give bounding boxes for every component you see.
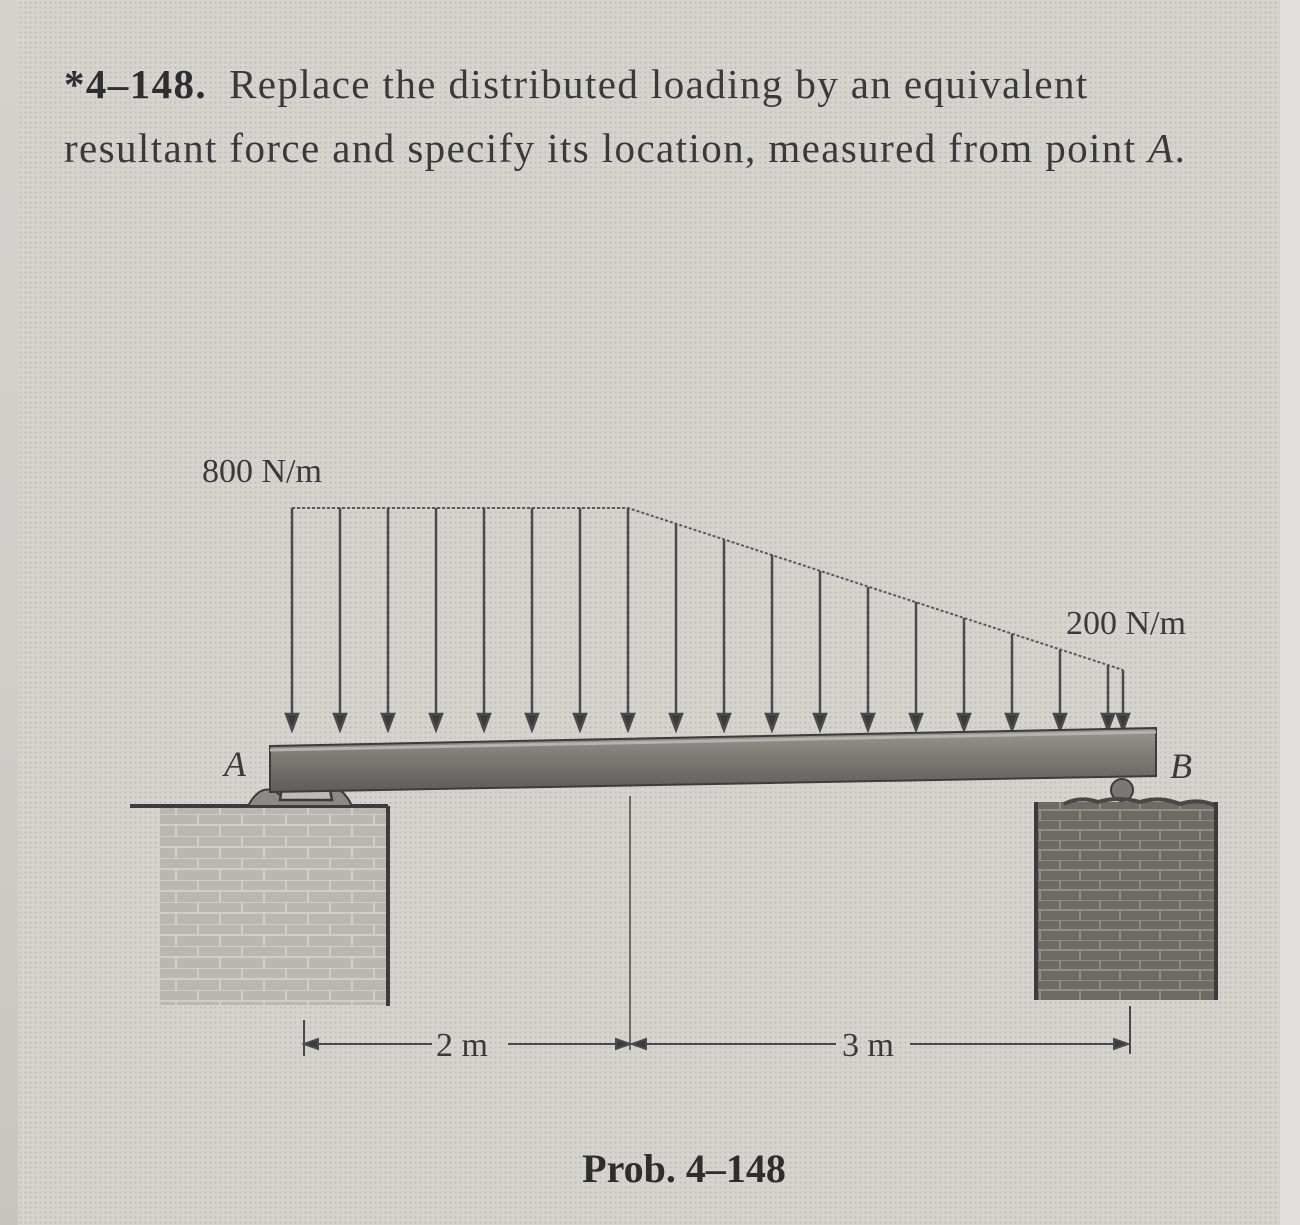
beam <box>270 728 1156 792</box>
load-arrow <box>670 524 682 730</box>
load-arrow <box>862 587 874 730</box>
load-arrow <box>910 602 922 730</box>
point-b-label: B <box>1170 746 1192 786</box>
load-arrow <box>958 618 970 730</box>
left-support-wall <box>130 805 388 1006</box>
load-arrow <box>430 508 442 730</box>
load-arrow <box>1117 670 1129 730</box>
load-arrow <box>334 508 346 730</box>
dimension-label-2m: 2 m <box>436 1027 488 1064</box>
dimension-label-3m: 3 m <box>842 1027 894 1064</box>
load-label-right: 200 N/m <box>1066 605 1186 642</box>
load-arrow <box>574 508 586 730</box>
load-arrow <box>526 508 538 730</box>
load-arrow <box>766 555 778 730</box>
load-arrow <box>1102 665 1114 730</box>
problem-point: A <box>1148 125 1175 171</box>
load-label-left: 800 N/m <box>202 453 322 490</box>
load-arrow <box>286 508 298 730</box>
roller-support-b <box>1036 779 1216 1000</box>
load-envelope <box>292 508 1123 670</box>
load-arrow <box>622 508 634 730</box>
load-arrow <box>718 540 730 730</box>
figure-caption: Prob. 4–148 <box>582 1146 786 1191</box>
load-arrow <box>814 571 826 730</box>
problem-text: Replace the distributed loading by an equivalent resultant force and specify its location, measured from point <box>64 61 1149 171</box>
problem-period: . <box>1174 125 1187 171</box>
load-arrow <box>478 508 490 730</box>
load-arrow <box>1054 650 1066 730</box>
load-arrow <box>1006 634 1018 730</box>
load-arrow <box>382 508 394 730</box>
problem-number: *4–148. <box>64 61 208 107</box>
dimension-lines <box>304 796 1130 1056</box>
load-arrows <box>286 508 1129 730</box>
point-a-label: A <box>224 744 246 784</box>
